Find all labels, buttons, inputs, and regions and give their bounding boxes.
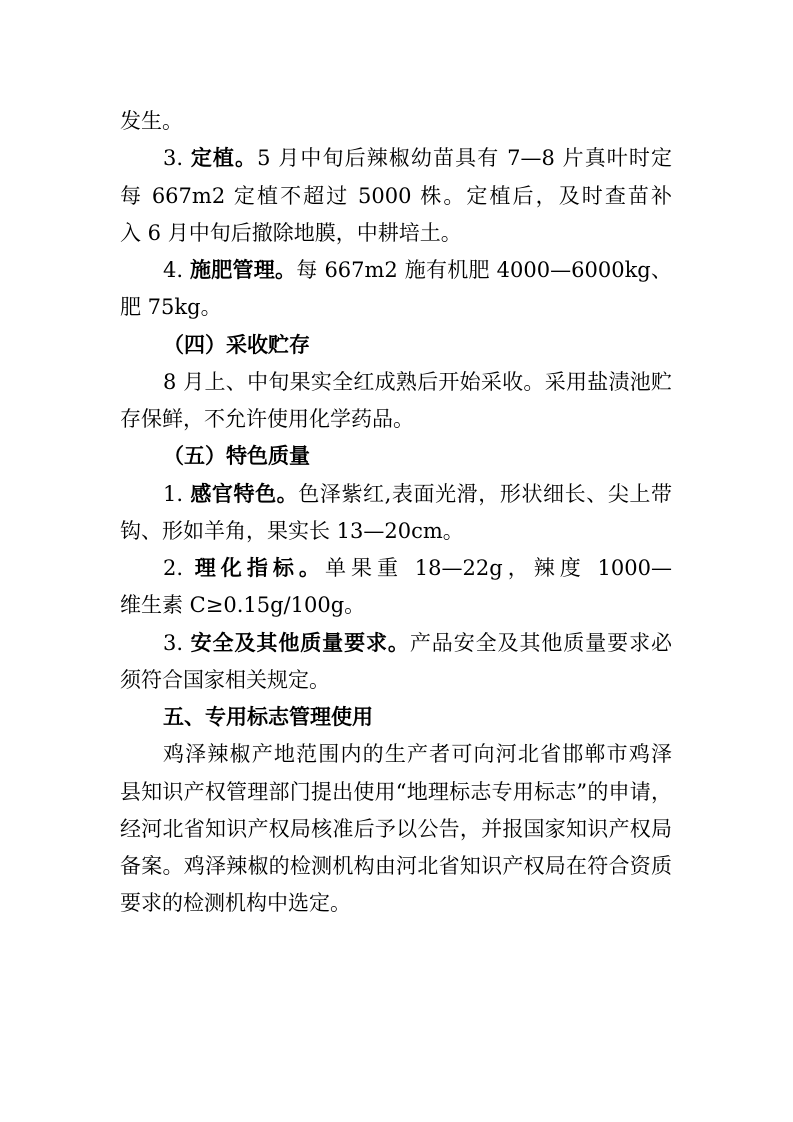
- line-text: 经河北省知识产权局核准后予以公告，并报国家知识产权局: [120, 817, 672, 841]
- body-text-line: [120, 668, 672, 692]
- item-lead: 理化指标。: [194, 556, 325, 580]
- item-lead: 安全及其他质量要求。: [190, 631, 410, 655]
- item-number: 3.: [163, 631, 191, 655]
- body-text-line: [120, 109, 672, 133]
- body-text-line: [120, 407, 672, 431]
- body-text-line: [120, 221, 672, 245]
- body-text-line: [120, 519, 672, 543]
- item-number: 2.: [163, 556, 195, 580]
- numbered-item-sensory: [163, 482, 672, 506]
- body-text-line: [120, 817, 672, 841]
- numbered-item-physicochemical: [163, 556, 672, 580]
- item-lead: 定植。: [190, 146, 258, 170]
- line-text: 入 6 月中旬后撤除地膜，中耕培土。: [120, 221, 462, 245]
- line-text: 色泽紫红,表面光滑，形状细长、尖上带: [298, 482, 672, 506]
- heading-text: 五、专用标志管理使用: [163, 705, 373, 729]
- line-text: 须符合国家相关规定。: [120, 668, 330, 692]
- line-text: 鸡泽辣椒产地范围内的生产者可向河北省邯郸市鸡泽: [163, 742, 672, 766]
- numbered-item-fertilizing: [163, 258, 672, 282]
- line-text: 钩、形如羊角，果实长 13—20cm。: [120, 519, 464, 543]
- item-number: 3.: [163, 146, 191, 170]
- line-text: 单果重 18—22g，辣度 1000—: [324, 556, 672, 580]
- item-lead: 施肥管理。: [189, 258, 297, 282]
- line-text: 每 667m2 定植不超过 5000 株。定植后，及时查苗补: [120, 184, 672, 208]
- body-text-line: [163, 370, 672, 394]
- line-text: 备案。鸡泽辣椒的检测机构由河北省知识产权局在符合资质: [120, 854, 672, 878]
- item-number: 4.: [163, 258, 190, 282]
- body-text-line: [120, 780, 672, 804]
- line-text: 发生。: [120, 109, 183, 133]
- heading-text: （五）特色质量: [163, 443, 310, 468]
- line-text: 8 月上、中旬果实全红成熟后开始采收。采用盐渍池贮: [163, 370, 672, 394]
- section-heading-harvest: [163, 333, 672, 357]
- body-text-line: [120, 295, 672, 319]
- body-text-line: [163, 742, 672, 766]
- body-text-line: [120, 184, 672, 208]
- chapter-heading-label-usage: [163, 705, 672, 729]
- item-number: 1.: [163, 482, 191, 506]
- numbered-item-safety: [163, 631, 672, 655]
- line-text: 县知识产权管理部门提出使用“地理标志专用标志”的申请，: [120, 780, 672, 804]
- body-text-line: [120, 854, 672, 878]
- heading-text: （四）采收贮存: [163, 332, 310, 357]
- line-text: 要求的检测机构中选定。: [120, 891, 351, 915]
- section-heading-quality: [163, 444, 672, 468]
- line-text: 存保鲜，不允许使用化学药品。: [120, 407, 414, 431]
- body-text-line: [120, 593, 672, 617]
- line-text: 5 月中旬后辣椒幼苗具有 7—8 片真叶时定: [257, 146, 672, 170]
- line-text: 维生素 C≥0.15g/100g。: [120, 593, 366, 617]
- line-text: 产品安全及其他质量要求必: [409, 631, 672, 655]
- line-text: 每 667m2 施有机肥 4000—6000kg、: [296, 258, 672, 282]
- numbered-item-planting: [163, 146, 672, 170]
- item-lead: 感官特色。: [190, 482, 299, 506]
- line-text: 肥 75kg。: [120, 295, 222, 319]
- body-text-line: [120, 891, 672, 915]
